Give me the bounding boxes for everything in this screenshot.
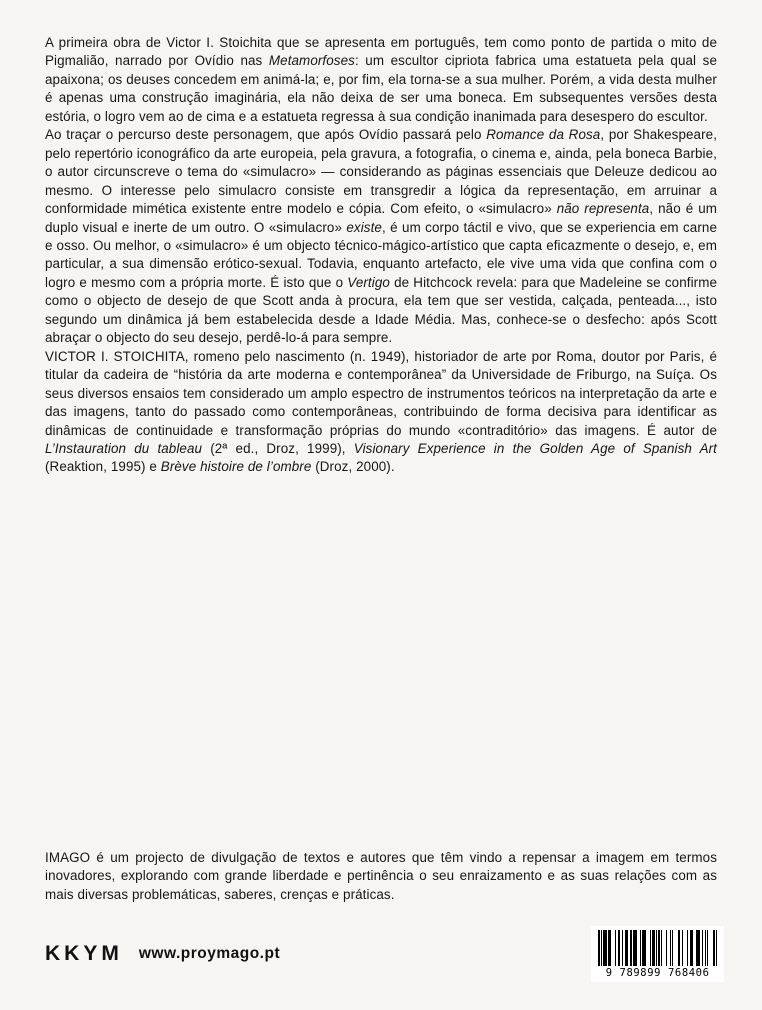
imago-paragraph: IMAGO é um projecto de divulgação de textos e autores que têm vindo a repensar a imagem em termos inovadores, explorando com grande liberdade e pertinência o seu enraizamento e as suas relações com as mais diversas problemáticas, saberes, crenças e práticas. [45, 850, 717, 902]
author-bio-paragraph: VICTOR I. STOICHITA, romeno pelo nascimento (n. 1949), historiador de arte por Roma, doutor por Paris, é titular da cadeira de “história da arte moderna e contemporânea” da Universidade de Friburgo, na Suíça. Os seus diversos ensaios tem considerado um amplo espectro de instrumentos teóricos na interpretação da arte e das imagens, tanto do passado como contemporâneas, contribuindo de forma decisiva para identificar as dinâmicas de continuidade e transformação próprias do mundo «contraditório» das imagens. É autor de L’Instauration du tableau (2ª ed., Droz, 1999), Visionary Experience in the Golden Age of Spanish Art (Reaktion, 1995) e Brève histoire de l’ombre (Droz, 2000). [45, 348, 717, 475]
barcode-bars [598, 930, 717, 966]
barcode-bar [716, 930, 717, 966]
synopsis-paragraph-1: A primeira obra de Victor I. Stoichita que se apresenta em português, tem como ponto de partida o mito de Pigmalião, narrado por Ovídio nas Metamorfoses: um escultor cipriota fabrica uma estatueta pela qual se apaixona; os deuses concedem em animá-la; e, por fim, ela torna-se a sua mulher. Porém, a vida desta mulher é apenas uma construção imaginária, ela não deixa de ser uma boneca. Em subsequentes versões desta estória, o logro vem ao de cima e a estatueta regressa à sua condição inanimada para desespero do escultor. [45, 35, 718, 124]
isbn-barcode [591, 926, 724, 982]
synopsis-paragraph-2: Ao traçar o percurso deste personagem, que após Ovídio passará pelo Romance da Rosa, por Shakespeare, pelo repertório iconográfico da arte europeia, pela gravura, a fotografia, o cinema e, ainda, pela boneca Barbie, o autor circunscreve o tema do «simulacro» — considerando as páginas essenciais que Deleuze dedicou ao mesmo. O interesse pelo simulacro consiste em transgredir a lógica da representação, em arruinar a conformidade mimética existente entre modelo e cópia. Com efeito, o «simulacro» não representa, não é um duplo visual e inerte de um outro. O «simulacro» existe, é um corpo táctil e vivo, que se experiencia em carne e osso. Ou melhor, o «simulacro» é um objecto técnico-mágico-artístico que capta eficazmente o desejo, e, em particular, a sua dimensão erótico-sexual. Todavia, enquanto artefacto, ele vive uma vida que confina com o logro e mesmo com a própria morte. É isto que o Vertigo de Hitchcock revela: para que Madeleine se confirme como o objecto de desejo de que Scott anda à procura, ela tem que ser vestida, calçada, penteada..., isto segundo um dinâmica já bem estabelecida desde a Idade Média. Mas, conhece-se o desfecho: após Scott abraçar o objecto do seu desejo, perdê-lo-á para sempre. [45, 127, 718, 346]
blurb-block [45, 34, 717, 477]
website-url: www.proymago.pt [138, 945, 281, 962]
footer [45, 926, 724, 982]
barcode-digits: 9 789899 768406 [605, 967, 710, 979]
publisher-logo: KKYM [45, 942, 123, 965]
